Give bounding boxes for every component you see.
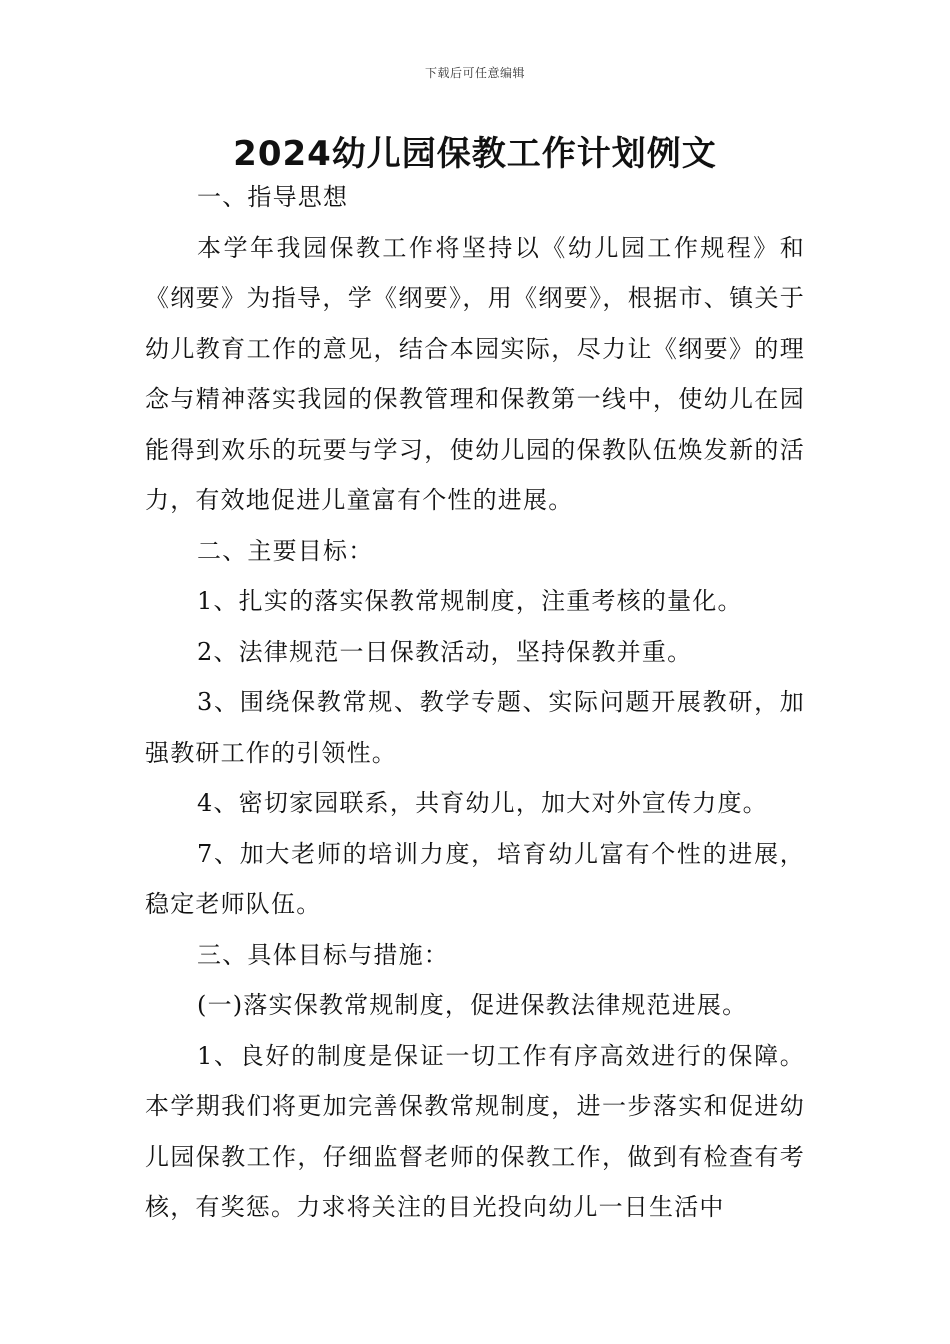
- goal-item-4: 4、密切家园联系，共育幼儿，加大对外宣传力度。: [197, 789, 768, 817]
- goal-item-7: 7、加大老师的培训力度，培育幼儿富有个性的进展，稳定老师队伍。: [145, 839, 805, 918]
- goal-item-3: 3、围绕保教常规、教学专题、实际问题开展教研，加强教研工作的引领性。: [145, 688, 805, 767]
- document-title: 2024幼儿园保教工作计划例文: [233, 134, 717, 174]
- paragraph-guiding-ideology: 本学年我园保教工作将坚持以《幼儿园工作规程》和《纲要》为指导，学《纲要》，用《纲要》，根据市、镇关于幼儿教育工作的意见，结合本园实际，尽力让《纲要》的理念与精神落实我园的保教管理和保教第一线中，使幼儿在园能得到欢乐的玩要与学习，使幼儿园的保教队伍焕发新的活力，有效地促进儿童富有个性的进展。: [145, 233, 805, 514]
- heading-guiding-ideology: 一、指导思想: [197, 183, 349, 211]
- heading-main-goals: 二、主要目标：: [197, 536, 374, 565]
- goal-item-2: 2、法律规范一日保教活动，坚持保教并重。: [197, 637, 693, 666]
- measure-item-1: 1、良好的制度是保证一切工作有序高效进行的保障。本学期我们将更加完善保教常规制度，进一步落实和促进幼儿园保教工作，仔细监督老师的保教工作，做到有检查有考核，有奖惩。力求将关注的目光投向幼儿一日生活中: [145, 1041, 805, 1221]
- subheading-section-one: (一)落实保教常规制度，促进保教法律规范进展。: [197, 991, 748, 1019]
- header-note: 下载后可任意编辑: [424, 66, 525, 80]
- document-body: [145, 172, 805, 1233]
- heading-specific-goals: 三、具体目标与措施：: [197, 940, 449, 969]
- goal-item-1: 1、扎实的落实保教常规制度，注重考核的量化。: [197, 587, 743, 615]
